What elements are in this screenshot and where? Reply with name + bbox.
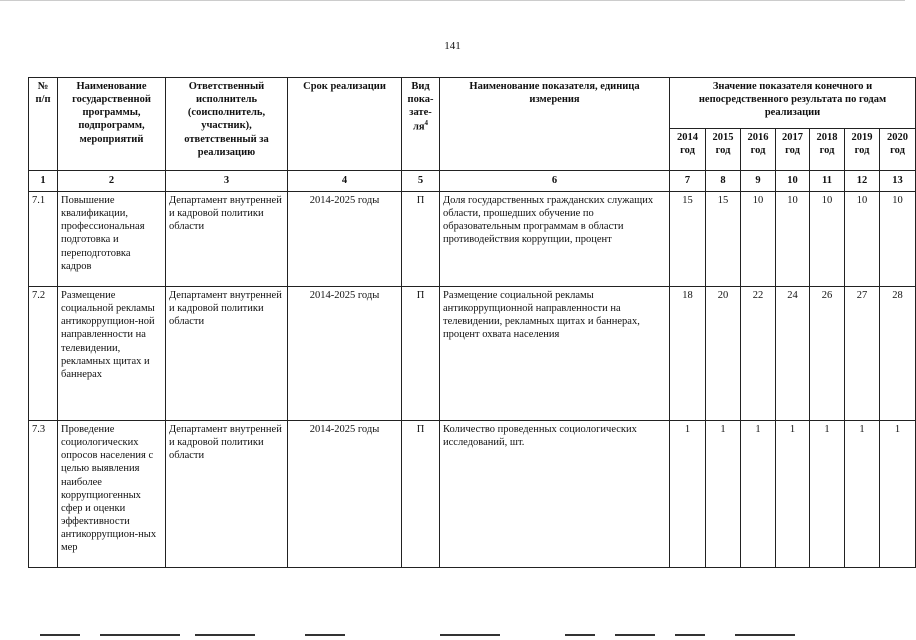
row-value: 28 — [880, 287, 916, 421]
column-number: 8 — [706, 171, 741, 192]
row-value: 1 — [670, 421, 706, 568]
page-number: 141 — [444, 40, 461, 52]
program-table — [28, 77, 916, 568]
column-number: 13 — [880, 171, 916, 192]
row-value: 1 — [776, 421, 810, 568]
row-num: 7.3 — [29, 421, 58, 568]
header-values: Значение показателя конечного и непосредственного результата по годам реализации — [670, 78, 916, 129]
header-period: Срок реализации — [288, 78, 402, 171]
row-value: 26 — [810, 287, 845, 421]
table-row — [29, 192, 916, 287]
row-value: 24 — [776, 287, 810, 421]
column-number: 10 — [776, 171, 810, 192]
row-kind: П — [402, 192, 440, 287]
rule-segment — [440, 634, 500, 636]
row-value: 20 — [706, 287, 741, 421]
rule-segment — [100, 634, 180, 636]
row-value: 27 — [845, 287, 880, 421]
row-value: 10 — [880, 192, 916, 287]
column-number-row — [29, 171, 916, 192]
column-number: 5 — [402, 171, 440, 192]
row-value: 15 — [670, 192, 706, 287]
row-executor: Департамент внутренней и кадровой политики области — [166, 421, 288, 568]
top-rule — [0, 0, 905, 1]
table-row — [29, 287, 916, 421]
header-indicator: Наименование показателя, единица измерения — [440, 78, 670, 171]
row-indicator: Доля государственных гражданских служащих области, прошедших обучение по образовательным программам в области противодействия коррупции, процент — [440, 192, 670, 287]
rule-segment — [195, 634, 255, 636]
header-year: 2017 год — [776, 129, 810, 171]
rule-segment — [735, 634, 795, 636]
bottom-rules — [0, 634, 905, 636]
column-number: 11 — [810, 171, 845, 192]
header-year: 2014 год — [670, 129, 706, 171]
row-value: 18 — [670, 287, 706, 421]
row-kind: П — [402, 287, 440, 421]
column-number: 12 — [845, 171, 880, 192]
row-value: 15 — [706, 192, 741, 287]
rule-segment — [565, 634, 595, 636]
header-kind-text: Вид пока-зате-ля — [407, 81, 434, 133]
row-value: 1 — [845, 421, 880, 568]
rule-segment — [305, 634, 345, 636]
row-value: 1 — [880, 421, 916, 568]
header-kind — [402, 78, 440, 171]
rule-segment — [615, 634, 655, 636]
column-number: 7 — [670, 171, 706, 192]
column-number: 2 — [58, 171, 166, 192]
row-period: 2014-2025 годы — [288, 192, 402, 287]
row-kind: П — [402, 421, 440, 568]
row-name: Повышение квалификации, профессиональная подготовка и переподготовка кадров — [58, 192, 166, 287]
row-period: 2014-2025 годы — [288, 287, 402, 421]
rule-segment — [40, 634, 80, 636]
header-kind-footnote: 4 — [424, 119, 429, 128]
column-number: 6 — [440, 171, 670, 192]
row-period: 2014-2025 годы — [288, 421, 402, 568]
row-name: Размещение социальной рекламы антикоррупцион-ной направленности на телевидении, рекламных щитах и баннерах — [58, 287, 166, 421]
row-value: 10 — [845, 192, 880, 287]
row-num: 7.2 — [29, 287, 58, 421]
row-value: 10 — [810, 192, 845, 287]
header-year: 2018 год — [810, 129, 845, 171]
row-value: 1 — [741, 421, 776, 568]
row-indicator: Количество проведенных социологических исследований, шт. — [440, 421, 670, 568]
header-num: № п/п — [29, 78, 58, 171]
row-name: Проведение социологических опросов населения с целью выявления наиболее коррупциогенных сфер и оценки эффективности антикоррупцион-ных мер — [58, 421, 166, 568]
row-value: 1 — [810, 421, 845, 568]
header-year: 2020 год — [880, 129, 916, 171]
row-indicator: Размещение социальной рекламы антикоррупционной направленности на телевидении, рекламных щитах и баннерах, процент охвата населения — [440, 287, 670, 421]
column-number: 1 — [29, 171, 58, 192]
column-number: 4 — [288, 171, 402, 192]
column-number: 3 — [166, 171, 288, 192]
header-executor: Ответственный исполнитель (соисполнитель, участник), ответственный за реализацию — [166, 78, 288, 171]
header-year: 2016 год — [741, 129, 776, 171]
row-executor: Департамент внутренней и кадровой политики области — [166, 192, 288, 287]
row-num: 7.1 — [29, 192, 58, 287]
row-value: 10 — [741, 192, 776, 287]
table-row — [29, 421, 916, 568]
rule-segment — [675, 634, 705, 636]
header-name: Наименование государственной программы, подпрограмм, мероприятий — [58, 78, 166, 171]
column-number: 9 — [741, 171, 776, 192]
header-year: 2015 год — [706, 129, 741, 171]
header-year: 2019 год — [845, 129, 880, 171]
row-value: 10 — [776, 192, 810, 287]
row-value: 1 — [706, 421, 741, 568]
row-executor: Департамент внутренней и кадровой политики области — [166, 287, 288, 421]
row-value: 22 — [741, 287, 776, 421]
